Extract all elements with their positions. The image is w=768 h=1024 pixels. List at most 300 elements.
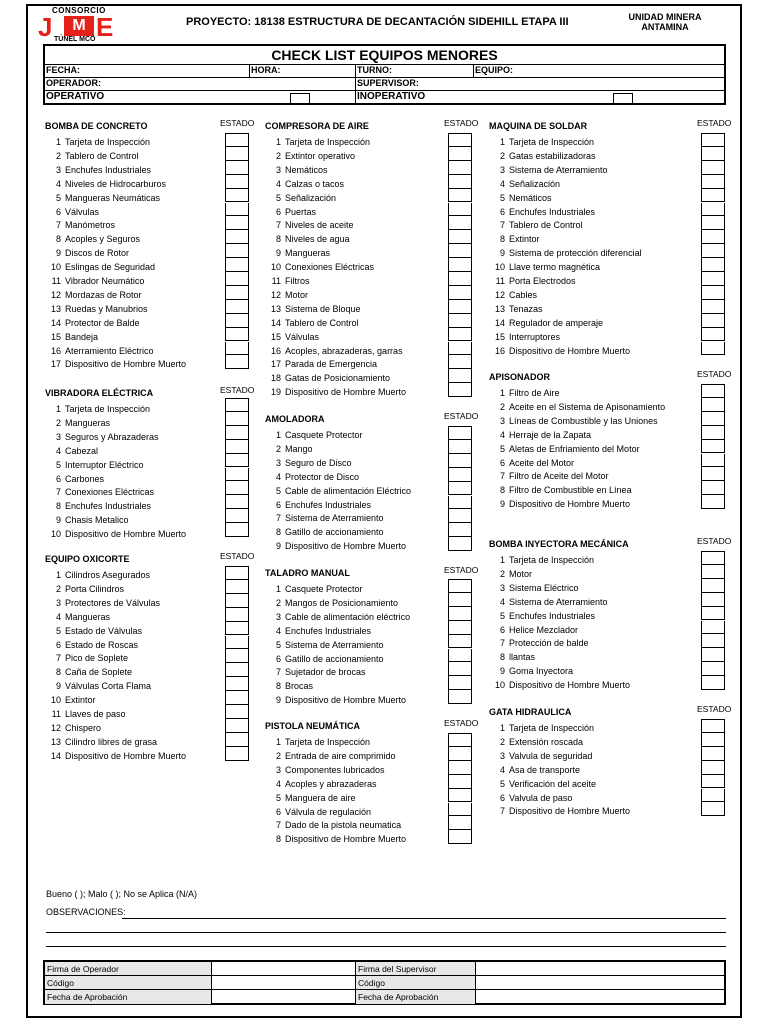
estado-checkbox[interactable] bbox=[448, 830, 472, 844]
checklist-item bbox=[265, 763, 385, 777]
item-number: 6 bbox=[499, 624, 505, 635]
estado-checkbox[interactable] bbox=[701, 328, 725, 342]
section-title: EQUIPO OXICORTE bbox=[45, 554, 130, 564]
estado-checkbox[interactable] bbox=[225, 747, 249, 761]
fecha-label: FECHA: bbox=[46, 65, 80, 75]
estado-checkbox[interactable] bbox=[448, 440, 472, 454]
checklist-item bbox=[489, 260, 600, 274]
checklist-item bbox=[265, 218, 354, 232]
estado-checkbox[interactable] bbox=[448, 482, 472, 496]
item-number: 15 bbox=[50, 331, 61, 342]
estado-checkbox[interactable] bbox=[448, 803, 472, 817]
item-label: Extintor bbox=[509, 234, 540, 245]
fecha-aprobacion-label: Fecha de Aprobación bbox=[45, 990, 212, 1004]
item-number: 17 bbox=[270, 359, 281, 370]
estado-checkbox[interactable] bbox=[225, 440, 249, 454]
item-label: Dispositivo de Hombre Muerto bbox=[285, 834, 407, 845]
checklist-item bbox=[265, 177, 344, 191]
estado-label: ESTADO bbox=[697, 536, 732, 546]
checklist-item bbox=[265, 344, 403, 358]
estado-checkbox[interactable] bbox=[225, 161, 249, 175]
item-number: 6 bbox=[499, 457, 505, 468]
estado-checkbox[interactable] bbox=[448, 621, 472, 635]
item-number: 5 bbox=[499, 443, 505, 454]
item-number: 4 bbox=[499, 596, 505, 607]
item-number: 7 bbox=[55, 487, 61, 498]
item-number: 4 bbox=[55, 611, 61, 622]
estado-checkbox[interactable] bbox=[701, 747, 725, 761]
checklist-item bbox=[265, 610, 410, 624]
estado-checkbox[interactable] bbox=[225, 328, 249, 342]
item-number: 4 bbox=[275, 471, 281, 482]
estado-checkbox[interactable] bbox=[701, 426, 725, 440]
estado-checkbox[interactable] bbox=[225, 733, 249, 747]
checklist-item bbox=[45, 135, 150, 149]
estado-checkbox[interactable] bbox=[701, 384, 725, 398]
estado-checkbox[interactable] bbox=[448, 747, 472, 761]
estado-checkbox[interactable] bbox=[701, 161, 725, 175]
checklist-item bbox=[489, 205, 595, 219]
item-number: 8 bbox=[55, 234, 61, 245]
checklist-item bbox=[45, 444, 98, 458]
estado-checkbox[interactable] bbox=[225, 649, 249, 663]
checklist-item bbox=[45, 288, 142, 302]
estado-checkbox[interactable] bbox=[225, 636, 249, 650]
estado-checkbox[interactable] bbox=[448, 147, 472, 161]
observaciones-label: OBSERVACIONES: bbox=[46, 907, 126, 917]
checklist-item bbox=[45, 149, 139, 163]
checklist-item bbox=[489, 302, 543, 316]
item-number: 2 bbox=[275, 597, 281, 608]
item-label: Enchufes Industriales bbox=[509, 610, 596, 621]
item-number: 14 bbox=[50, 317, 61, 328]
estado-checkbox[interactable] bbox=[225, 342, 249, 356]
estado-label: ESTADO bbox=[220, 385, 255, 395]
item-number: 5 bbox=[55, 192, 61, 203]
estado-checkbox[interactable] bbox=[448, 355, 472, 369]
item-label: Niveles de agua bbox=[285, 234, 350, 245]
estado-checkbox[interactable] bbox=[448, 676, 472, 690]
codigo-field-2[interactable] bbox=[476, 976, 724, 990]
estado-checkbox[interactable] bbox=[701, 300, 725, 314]
estado-checkbox[interactable] bbox=[225, 300, 249, 314]
estado-checkbox[interactable] bbox=[701, 593, 725, 607]
item-number: 1 bbox=[499, 555, 505, 565]
checklist-item bbox=[265, 735, 370, 749]
estado-checkbox[interactable] bbox=[701, 342, 725, 356]
estado-checkbox[interactable] bbox=[701, 216, 725, 230]
item-label: Enchufes Industriales bbox=[285, 499, 372, 510]
item-number: 3 bbox=[499, 582, 505, 593]
item-number: 1 bbox=[55, 137, 61, 147]
estado-checkbox[interactable] bbox=[225, 580, 249, 594]
estado-checkbox[interactable] bbox=[448, 523, 472, 537]
estado-checkbox[interactable] bbox=[701, 258, 725, 272]
estado-label: ESTADO bbox=[444, 565, 479, 575]
item-label: Dado de la pistola neumatica bbox=[285, 820, 402, 831]
observaciones-line[interactable] bbox=[46, 932, 726, 933]
estado-checkbox[interactable] bbox=[701, 203, 725, 217]
item-number: 4 bbox=[275, 625, 281, 636]
estado-checkbox[interactable] bbox=[701, 272, 725, 286]
checklist-item bbox=[265, 274, 310, 288]
estado-checkbox[interactable] bbox=[448, 454, 472, 468]
checklist-item bbox=[265, 288, 308, 302]
estado-checkbox[interactable] bbox=[448, 216, 472, 230]
estado-checkbox[interactable] bbox=[448, 314, 472, 328]
inoperativo-checkbox[interactable] bbox=[613, 93, 633, 105]
estado-checkbox[interactable] bbox=[448, 230, 472, 244]
item-number: 5 bbox=[275, 639, 281, 650]
estado-checkbox[interactable] bbox=[701, 676, 725, 690]
item-number: 7 bbox=[499, 220, 505, 231]
item-number: 2 bbox=[55, 417, 61, 428]
section-title: AMOLADORA bbox=[265, 414, 325, 424]
checklist-item bbox=[45, 274, 144, 288]
estado-checkbox[interactable] bbox=[225, 203, 249, 217]
estado-checkbox[interactable] bbox=[448, 733, 472, 747]
section-title: MAQUINA DE SOLDAR bbox=[489, 121, 588, 131]
estado-checkbox[interactable] bbox=[701, 175, 725, 189]
estado-checkbox[interactable] bbox=[448, 383, 472, 397]
estado-checkbox[interactable] bbox=[225, 314, 249, 328]
item-number: 9 bbox=[55, 515, 61, 526]
item-label: Protector de Disco bbox=[285, 471, 360, 482]
item-label: Gatillo de accionamiento bbox=[285, 653, 384, 664]
item-number: 13 bbox=[50, 736, 61, 747]
item-label: Cabezal bbox=[65, 445, 99, 456]
checklist-item bbox=[489, 636, 589, 650]
item-number: 10 bbox=[494, 262, 505, 273]
estado-checkbox[interactable] bbox=[701, 607, 725, 621]
estado-checkbox[interactable] bbox=[701, 495, 725, 509]
estado-checkbox[interactable] bbox=[448, 258, 472, 272]
checklist-item bbox=[45, 651, 128, 665]
estado-checkbox[interactable] bbox=[448, 649, 472, 663]
signature-table bbox=[43, 960, 726, 1005]
firma-supervisor-field[interactable] bbox=[476, 962, 724, 976]
section-title: VIBRADORA ELÉCTRICA bbox=[45, 388, 154, 398]
estado-checkbox[interactable] bbox=[701, 761, 725, 775]
checklist-item bbox=[45, 707, 126, 721]
item-number: 7 bbox=[275, 667, 281, 678]
checklist-item bbox=[265, 260, 374, 274]
estado-checkbox[interactable] bbox=[225, 189, 249, 203]
item-label: Mango bbox=[285, 443, 313, 454]
firma-operador-field[interactable] bbox=[212, 962, 356, 976]
estado-checkbox[interactable] bbox=[448, 789, 472, 803]
turno-label: TURNO: bbox=[357, 65, 392, 75]
estado-checkbox[interactable] bbox=[448, 607, 472, 621]
estado-checkbox[interactable] bbox=[225, 622, 249, 636]
estado-checkbox[interactable] bbox=[225, 677, 249, 691]
estado-checkbox[interactable] bbox=[701, 579, 725, 593]
estado-checkbox[interactable] bbox=[225, 355, 249, 369]
checklist-item bbox=[265, 316, 359, 330]
item-label: Filtros bbox=[285, 276, 310, 286]
estado-checkbox[interactable] bbox=[448, 342, 472, 356]
fecha-aprobacion-field[interactable] bbox=[212, 990, 356, 1004]
estado-checkbox[interactable] bbox=[701, 440, 725, 454]
observaciones-line[interactable] bbox=[46, 946, 726, 947]
section-title: COMPRESORA DE AIRE bbox=[265, 121, 369, 131]
estado-checkbox[interactable] bbox=[448, 496, 472, 510]
item-label: Cables bbox=[509, 289, 538, 300]
estado-checkbox[interactable] bbox=[448, 300, 472, 314]
estado-checkbox[interactable] bbox=[225, 244, 249, 258]
item-label: Motor bbox=[509, 568, 533, 579]
item-number: 3 bbox=[275, 764, 281, 775]
checklist-item bbox=[489, 804, 630, 818]
item-label: Válvulas bbox=[65, 206, 100, 217]
item-number: 9 bbox=[275, 541, 281, 552]
item-label: Dispositivo de Hombre Muerto bbox=[509, 806, 631, 817]
estado-checkbox[interactable] bbox=[701, 230, 725, 244]
estado-checkbox[interactable] bbox=[448, 593, 472, 607]
estado-checkbox[interactable] bbox=[448, 468, 472, 482]
estado-checkbox[interactable] bbox=[448, 133, 472, 147]
estado-checkbox[interactable] bbox=[448, 761, 472, 775]
estado-checkbox[interactable] bbox=[225, 663, 249, 677]
firma-operador-label: Firma de Operador bbox=[45, 962, 212, 976]
estado-checkbox[interactable] bbox=[448, 775, 472, 789]
checklist-item bbox=[489, 623, 578, 637]
estado-checkbox[interactable] bbox=[448, 189, 472, 203]
item-number: 7 bbox=[275, 513, 281, 524]
estado-checkbox[interactable] bbox=[448, 635, 472, 649]
estado-checkbox[interactable] bbox=[225, 523, 249, 537]
item-label: Tarjeta de Inspección bbox=[509, 555, 595, 565]
estado-checkbox[interactable] bbox=[225, 481, 249, 495]
estado-checkbox[interactable] bbox=[225, 147, 249, 161]
observaciones-line[interactable] bbox=[122, 918, 726, 919]
estado-checkbox[interactable] bbox=[448, 272, 472, 286]
item-label: Aletas de Enfriamiento del Motor bbox=[509, 443, 640, 454]
estado-checkbox[interactable] bbox=[225, 566, 249, 580]
estado-checkbox[interactable] bbox=[448, 203, 472, 217]
checklist-item bbox=[489, 469, 609, 483]
hora-label: HORA: bbox=[251, 65, 281, 75]
checklist-item bbox=[45, 679, 151, 693]
item-label: Tarjeta de Inspección bbox=[65, 137, 151, 147]
estado-checkbox[interactable] bbox=[701, 454, 725, 468]
checklist-item bbox=[45, 638, 138, 652]
item-number: 3 bbox=[499, 415, 505, 426]
item-label: Acoples y Seguros bbox=[65, 234, 141, 245]
estado-checkbox[interactable] bbox=[225, 608, 249, 622]
estado-checkbox[interactable] bbox=[225, 691, 249, 705]
legend-text: Bueno ( ); Malo ( ); No se Aplica (N/A) bbox=[46, 889, 198, 899]
estado-checkbox[interactable] bbox=[448, 537, 472, 551]
item-label: Llaves de paso bbox=[65, 709, 126, 719]
estado-checkbox[interactable] bbox=[701, 398, 725, 412]
estado-checkbox[interactable] bbox=[701, 719, 725, 733]
item-number: 10 bbox=[50, 262, 61, 273]
item-label: Extintor bbox=[65, 695, 96, 706]
item-number: 6 bbox=[55, 639, 61, 650]
section-title: TALADRO MANUAL bbox=[265, 568, 350, 578]
estado-checkbox[interactable] bbox=[225, 719, 249, 733]
estado-checkbox[interactable] bbox=[448, 816, 472, 830]
estado-checkbox[interactable] bbox=[448, 509, 472, 523]
estado-checkbox[interactable] bbox=[448, 579, 472, 593]
item-number: 2 bbox=[499, 150, 505, 161]
item-label: Filtro de Aire bbox=[509, 388, 560, 398]
checklist-item bbox=[45, 218, 115, 232]
estado-checkbox[interactable] bbox=[701, 634, 725, 648]
fecha-aprobacion-field-2[interactable] bbox=[476, 990, 724, 1004]
checklist-item bbox=[265, 832, 406, 846]
checklist-item bbox=[489, 609, 595, 623]
item-number: 4 bbox=[499, 764, 505, 775]
checklist-item bbox=[265, 456, 352, 470]
checklist-item bbox=[45, 246, 129, 260]
estado-checkbox[interactable] bbox=[701, 189, 725, 203]
estado-checkbox[interactable] bbox=[225, 133, 249, 147]
item-number: 2 bbox=[275, 750, 281, 761]
checklist-item bbox=[45, 485, 154, 499]
checklist-item bbox=[45, 624, 142, 638]
item-label: Helice Mezclador bbox=[509, 624, 579, 635]
estado-checkbox[interactable] bbox=[448, 369, 472, 383]
codigo-field[interactable] bbox=[212, 976, 356, 990]
item-label: Filtro de Combustible en Línea bbox=[509, 485, 632, 496]
estado-checkbox[interactable] bbox=[225, 495, 249, 509]
estado-checkbox[interactable] bbox=[448, 690, 472, 704]
checklist-item bbox=[489, 735, 583, 749]
item-label: Enchufes Industriales bbox=[509, 206, 596, 217]
item-number: 15 bbox=[270, 331, 281, 342]
estado-checkbox[interactable] bbox=[701, 565, 725, 579]
item-label: Discos de Rotor bbox=[65, 248, 130, 259]
item-label: Manguera de aire bbox=[285, 792, 356, 803]
item-label: Chasis Metalico bbox=[65, 515, 129, 526]
checklist-item bbox=[489, 749, 592, 763]
estado-checkbox[interactable] bbox=[701, 802, 725, 816]
estado-checkbox[interactable] bbox=[701, 775, 725, 789]
checklist-item bbox=[489, 664, 573, 678]
estado-checkbox[interactable] bbox=[225, 594, 249, 608]
estado-checkbox[interactable] bbox=[225, 412, 249, 426]
item-label: Sistema de Aterramiento bbox=[285, 513, 384, 524]
item-number: 2 bbox=[499, 568, 505, 579]
item-label: Dispositivo de Hombre Muerto bbox=[509, 680, 631, 691]
item-label: Tarjeta de Inspección bbox=[285, 737, 371, 747]
checklist-item bbox=[265, 428, 363, 442]
item-number: 8 bbox=[499, 234, 505, 245]
item-number: 9 bbox=[499, 499, 505, 510]
inoperativo-label: INOPERATIVO bbox=[357, 91, 426, 102]
item-number: 1 bbox=[499, 723, 505, 733]
item-number: 7 bbox=[275, 220, 281, 231]
checklist-item bbox=[265, 232, 350, 246]
item-label: Tarjeta de Inspección bbox=[65, 404, 151, 414]
estado-checkbox[interactable] bbox=[701, 481, 725, 495]
checklist-item bbox=[265, 385, 406, 399]
checklist-item bbox=[45, 472, 104, 486]
checklist-item bbox=[45, 527, 186, 541]
supervisor-label: SUPERVISOR: bbox=[357, 78, 419, 88]
item-number: 16 bbox=[270, 345, 281, 356]
estado-checkbox[interactable] bbox=[701, 286, 725, 300]
estado-checkbox[interactable] bbox=[225, 705, 249, 719]
estado-checkbox[interactable] bbox=[448, 328, 472, 342]
item-number: 12 bbox=[270, 289, 281, 300]
estado-checkbox[interactable] bbox=[225, 468, 249, 482]
estado-checkbox[interactable] bbox=[448, 286, 472, 300]
checklist-item bbox=[265, 679, 313, 693]
estado-checkbox[interactable] bbox=[225, 272, 249, 286]
checklist-item bbox=[45, 568, 150, 582]
item-label: Niveles de aceite bbox=[285, 220, 354, 231]
estado-checkbox[interactable] bbox=[701, 662, 725, 676]
estado-checkbox[interactable] bbox=[448, 662, 472, 676]
item-number: 9 bbox=[275, 248, 281, 259]
estado-checkbox[interactable] bbox=[225, 454, 249, 468]
item-label: Protectores de Válvulas bbox=[65, 597, 161, 608]
estado-checkbox[interactable] bbox=[448, 244, 472, 258]
item-label: Gatillo de accionamiento bbox=[285, 527, 384, 538]
checklist-item bbox=[489, 149, 596, 163]
estado-checkbox[interactable] bbox=[701, 412, 725, 426]
estado-checkbox[interactable] bbox=[701, 133, 725, 147]
estado-checkbox[interactable] bbox=[225, 286, 249, 300]
checklist-item bbox=[265, 149, 355, 163]
item-label: Bandeja bbox=[65, 331, 99, 342]
estado-checkbox[interactable] bbox=[448, 161, 472, 175]
checklist-item bbox=[489, 581, 579, 595]
checklist-item bbox=[265, 163, 328, 177]
estado-checkbox[interactable] bbox=[701, 147, 725, 161]
item-label: Filtro de Aceite del Motor bbox=[509, 471, 609, 482]
estado-checkbox[interactable] bbox=[225, 230, 249, 244]
estado-checkbox[interactable] bbox=[701, 244, 725, 258]
item-label: Brocas bbox=[285, 681, 314, 692]
estado-checkbox[interactable] bbox=[701, 648, 725, 662]
estado-checkbox[interactable] bbox=[225, 398, 249, 412]
operativo-label: OPERATIVO bbox=[46, 91, 105, 102]
checklist-item bbox=[265, 749, 396, 763]
estado-checkbox[interactable] bbox=[701, 733, 725, 747]
item-number: 1 bbox=[275, 430, 281, 440]
item-number: 11 bbox=[495, 276, 505, 286]
item-number: 3 bbox=[55, 431, 61, 442]
estado-checkbox[interactable] bbox=[225, 426, 249, 440]
estado-checkbox[interactable] bbox=[225, 258, 249, 272]
estado-checkbox[interactable] bbox=[701, 551, 725, 565]
checklist-item bbox=[45, 735, 157, 749]
checklist-item bbox=[45, 582, 124, 596]
estado-checkbox[interactable] bbox=[701, 314, 725, 328]
mining-unit-line1: UNIDAD MINERA bbox=[628, 12, 702, 22]
operativo-checkbox[interactable] bbox=[290, 93, 310, 105]
item-number: 8 bbox=[55, 501, 61, 512]
estado-label: ESTADO bbox=[444, 411, 479, 421]
estado-checkbox[interactable] bbox=[448, 426, 472, 440]
estado-checkbox[interactable] bbox=[701, 621, 725, 635]
estado-checkbox[interactable] bbox=[448, 175, 472, 189]
item-number: 6 bbox=[275, 206, 281, 217]
item-label: Válvulas bbox=[285, 331, 320, 342]
item-label: Asa de transporte bbox=[509, 764, 581, 775]
estado-checkbox[interactable] bbox=[225, 216, 249, 230]
item-label: Tablero de Control bbox=[509, 220, 583, 231]
estado-checkbox[interactable] bbox=[225, 175, 249, 189]
estado-checkbox[interactable] bbox=[701, 467, 725, 481]
estado-checkbox[interactable] bbox=[225, 509, 249, 523]
codigo-label-2: Código bbox=[356, 976, 476, 990]
estado-checkbox[interactable] bbox=[701, 789, 725, 803]
